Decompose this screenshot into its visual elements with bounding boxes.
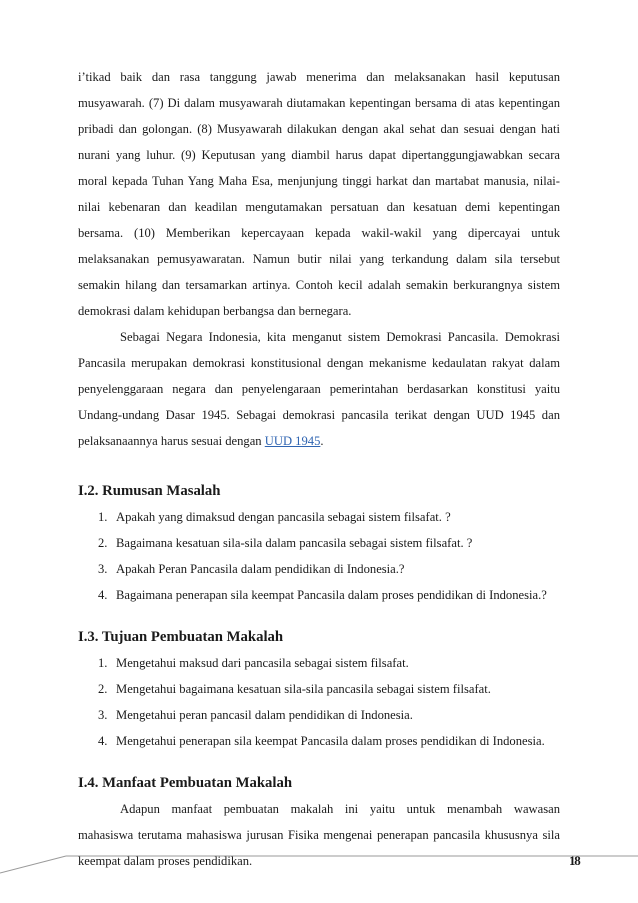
paragraph-line: moral kepada Tuhan Yang Maha Esa, menjunjung tinggi harkat dan martabat manusia, nilai- xyxy=(78,174,560,188)
page-number: 18 xyxy=(569,853,580,868)
section-heading-manfaat-pembuatan-makalah: I.4. Manfaat Pembuatan Makalah xyxy=(78,775,293,791)
section-heading-tujuan-pembuatan-makalah: I.3. Tujuan Pembuatan Makalah xyxy=(78,629,284,645)
tujuan-list xyxy=(78,650,560,754)
list-item xyxy=(78,650,560,676)
list-text: Bagaimana penerapan sila keempat Pancasila dalam proses pendidikan di Indonesia.? xyxy=(116,588,547,602)
paragraph-text: . xyxy=(320,434,324,448)
list-number: 4. xyxy=(98,588,108,602)
list-item xyxy=(78,702,560,728)
list-number: 3. xyxy=(98,708,108,722)
list-item xyxy=(78,530,560,556)
paragraph-text: pelaksanaannya harus sesuai dengan xyxy=(78,434,265,448)
paragraph-line: nurani yang luhur. (9) Keputusan yang diambil harus dapat dipertanggungjawabkan secara xyxy=(78,148,560,162)
list-text: Mengetahui maksud dari pancasila sebagai sistem filsafat. xyxy=(116,656,409,670)
paragraph-line: penyelenggaraan negara dan penyelengaraan pemerintahan berdasarkan konstitusi yaitu xyxy=(78,382,560,396)
paragraph-line: demokrasi dalam kehidupan berbangsa dan bernegara. xyxy=(78,304,352,318)
list-item xyxy=(78,728,560,754)
list-number: 1. xyxy=(98,510,108,524)
uud-1945-link[interactable]: UUD 1945 xyxy=(264,434,321,448)
list-text: Mengetahui peran pancasil dalam pendidikan di Indonesia. xyxy=(116,708,413,722)
paragraph-line: pribadi dan golongan. (8) Musyawarah dilakukan dengan akal sehat dan sesuai dengan hati xyxy=(78,122,560,136)
rumusan-masalah-list xyxy=(78,504,560,608)
list-text: Apakah yang dimaksud dengan pancasila sebagai sistem filsafat. ? xyxy=(116,510,451,524)
list-number: 4. xyxy=(98,734,108,748)
paragraph-line: mahasiswa terutama mahasiswa jurusan Fisika mengenai penerapan pancasila khususnya sila xyxy=(78,828,560,842)
paragraph-line: i’tikad baik dan rasa tanggung jawab menerima dan melaksanakan hasil keputusan xyxy=(78,70,560,84)
paragraph-line: melaksanakan pemusyawaratan. Namun butir nilai yang terkandung dalam sila tersebut xyxy=(78,252,560,266)
intro-paragraph xyxy=(78,64,560,324)
footer-divider xyxy=(0,846,638,876)
paragraph-line xyxy=(78,428,560,454)
paragraph-line: keempat dalam proses pendidikan. xyxy=(78,854,253,868)
list-number: 2. xyxy=(98,682,108,696)
list-text: Mengetahui bagaimana kesatuan sila-sila pancasila sebagai sistem filsafat. xyxy=(116,682,491,696)
paragraph-line: semakin hilang dan tersamarkan artinya. Contoh kecil adalah semakin berkurangnya sistem xyxy=(78,278,560,292)
list-text: Bagaimana kesatuan sila-sila dalam pancasila sebagai sistem filsafat. ? xyxy=(116,536,473,550)
list-number: 1. xyxy=(98,656,108,670)
paragraph-line: Sebagai Negara Indonesia, kita menganut sistem Demokrasi Pancasila. Demokrasi xyxy=(120,330,560,344)
democracy-paragraph xyxy=(78,324,560,454)
list-number: 2. xyxy=(98,536,108,550)
list-text: Apakah Peran Pancasila dalam pendidikan di Indonesia.? xyxy=(116,562,405,576)
list-number: 3. xyxy=(98,562,108,576)
section-heading-rumusan-masalah: I.2. Rumusan Masalah xyxy=(78,483,221,499)
paragraph-line: bersama. (10) Memberikan kepercayaan kepada wakil-wakil yang dipercayai untuk xyxy=(78,226,560,240)
paragraph-line: Adapun manfaat pembuatan makalah ini yaitu untuk menambah wawasan xyxy=(120,802,560,816)
paragraph-line: Undang-undang Dasar 1945. Sebagai demokrasi pancasila terikat dengan UUD 1945 dan xyxy=(78,408,560,422)
paragraph-line: Pancasila merupakan demokrasi konstitusional dengan mekanisme kedaulatan rakyat dalam xyxy=(78,356,560,370)
list-text: Mengetahui penerapan sila keempat Pancasila dalam proses pendidikan di Indonesia. xyxy=(116,734,545,748)
list-item xyxy=(78,504,560,530)
paragraph-line: musyawarah. (7) Di dalam musyawarah diutamakan kepentingan bersama di atas kepentingan xyxy=(78,96,560,110)
list-item xyxy=(78,582,560,608)
page-content xyxy=(78,64,560,874)
list-item xyxy=(78,676,560,702)
list-item xyxy=(78,556,560,582)
paragraph-line: nilai kebenaran dan keadilan mengutamakan persatuan dan kesatuan demi kepentingan xyxy=(78,200,560,214)
